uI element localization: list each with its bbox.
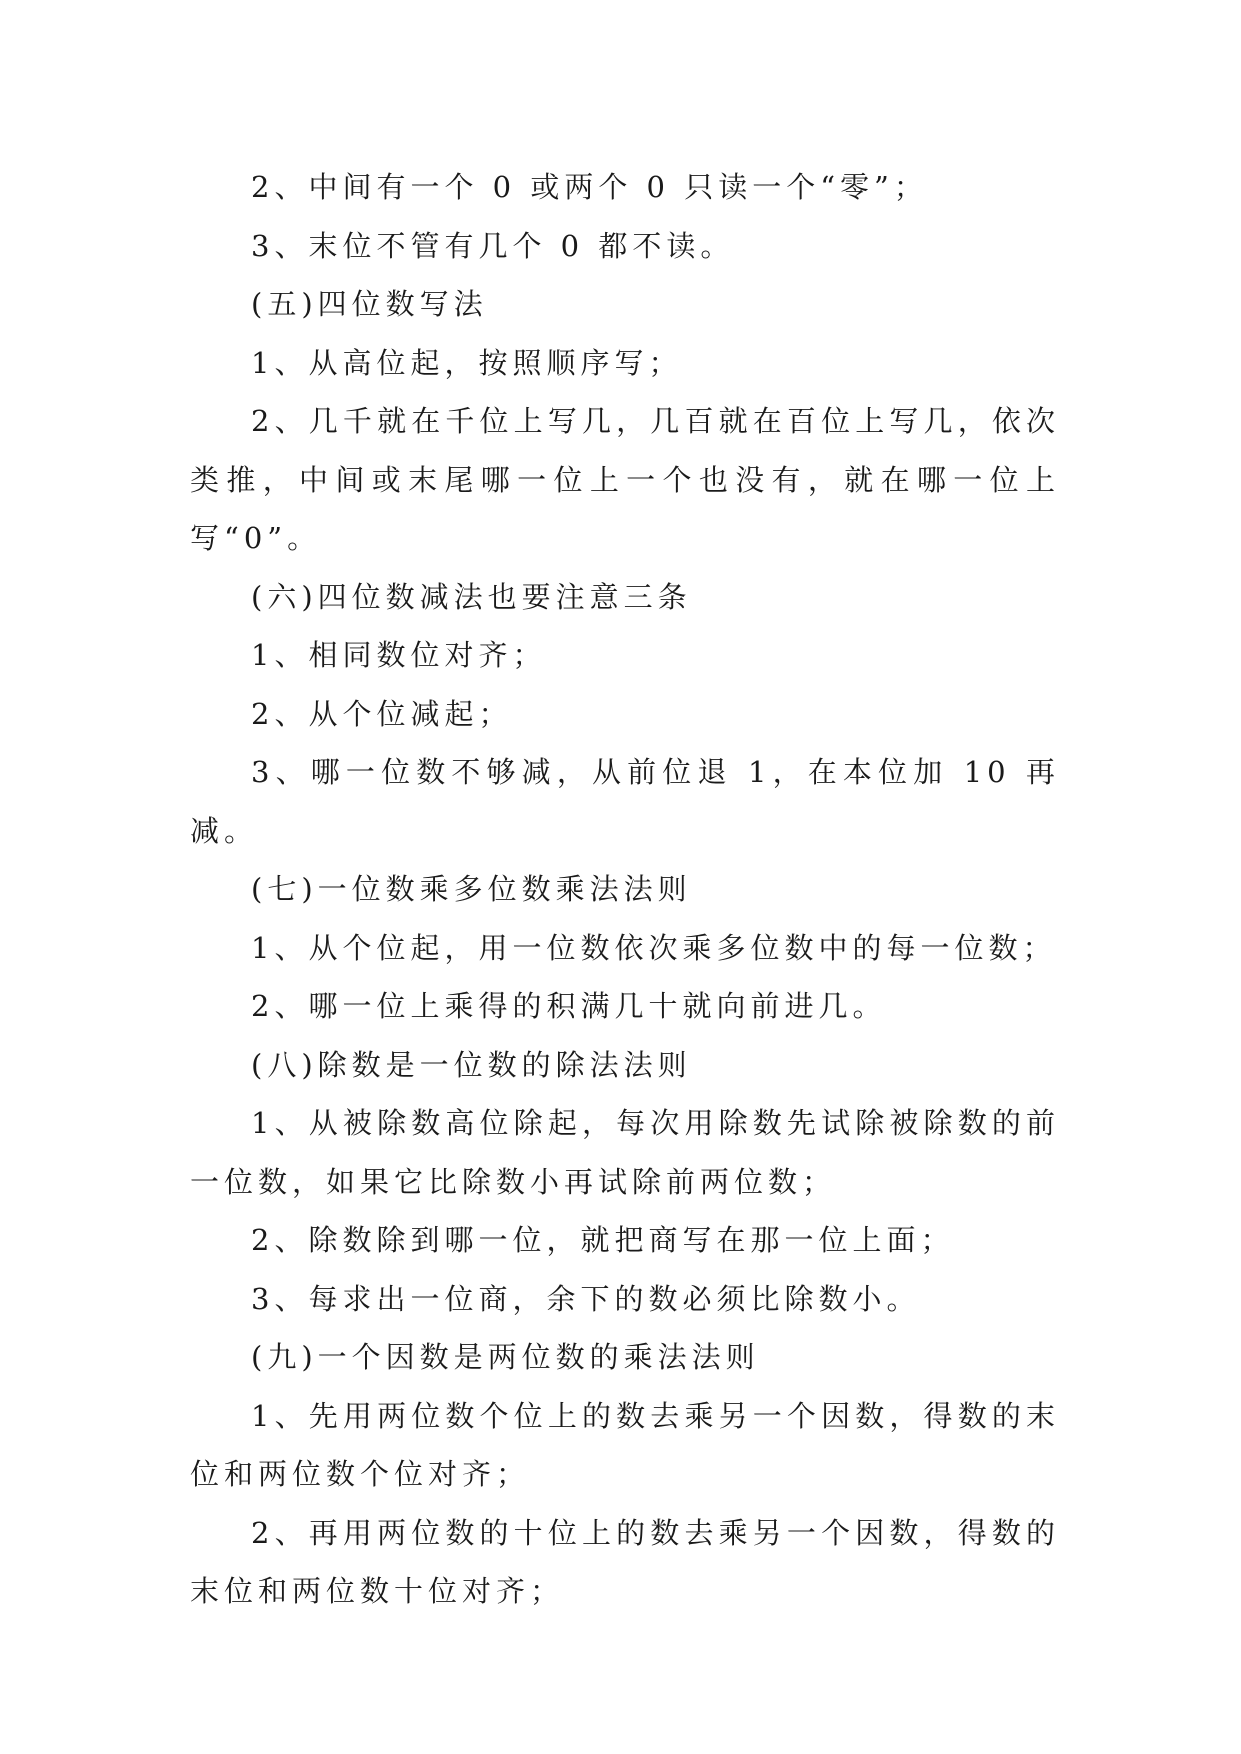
paragraph: 2、中间有一个 0 或两个 0 只读一个“零”； (251, 170, 928, 204)
paragraph: 3、每求出一位商，余下的数必须比除数小。 (251, 1281, 921, 1316)
paragraph: 2、几千就在千位上写几，几百就在百位上写几，依次类推，中间或末尾哪一位上一个也没有，就在哪一位上写“0”。 (190, 404, 1060, 555)
paragraph: 3、末位不管有几个 0 都不读。 (251, 228, 735, 263)
paragraph: 2、再用两位数的十位上的数去乘另一个因数，得数的末位和两位数十位对齐； (190, 1515, 1060, 1608)
section-heading: (六)四位数减法也要注意三条 (251, 579, 692, 614)
paragraph: 3、哪一位数不够减，从前位退 1，在本位加 10 再减。 (190, 755, 1060, 848)
paragraph: 2、从个位减起； (251, 696, 513, 731)
section-heading: (五)四位数写法 (251, 287, 488, 321)
paragraph: 1、从高位起，按照顺序写； (251, 345, 683, 380)
document-body (190, 158, 1060, 1621)
section-heading: (九)一个因数是两位数的乘法法则 (251, 1340, 760, 1374)
paragraph: 2、哪一位上乘得的积满几十就向前进几。 (251, 989, 887, 1023)
paragraph: 1、从个位起，用一位数依次乘多位数中的每一位数； (251, 930, 1057, 965)
paragraph: 1、相同数位对齐； (251, 638, 547, 672)
paragraph: 2、除数除到哪一位，就把商写在那一位上面； (251, 1223, 955, 1257)
section-heading: (七)一位数乘多位数乘法法则 (251, 872, 692, 906)
paragraph: 1、从被除数高位除起，每次用除数先试除被除数的前一位数，如果它比除数小再试除前两位数； (190, 1106, 1060, 1199)
section-heading: (八)除数是一位数的除法法则 (251, 1047, 692, 1082)
paragraph: 1、先用两位数个位上的数去乘另一个因数，得数的末位和两位数个位对齐； (190, 1398, 1060, 1491)
